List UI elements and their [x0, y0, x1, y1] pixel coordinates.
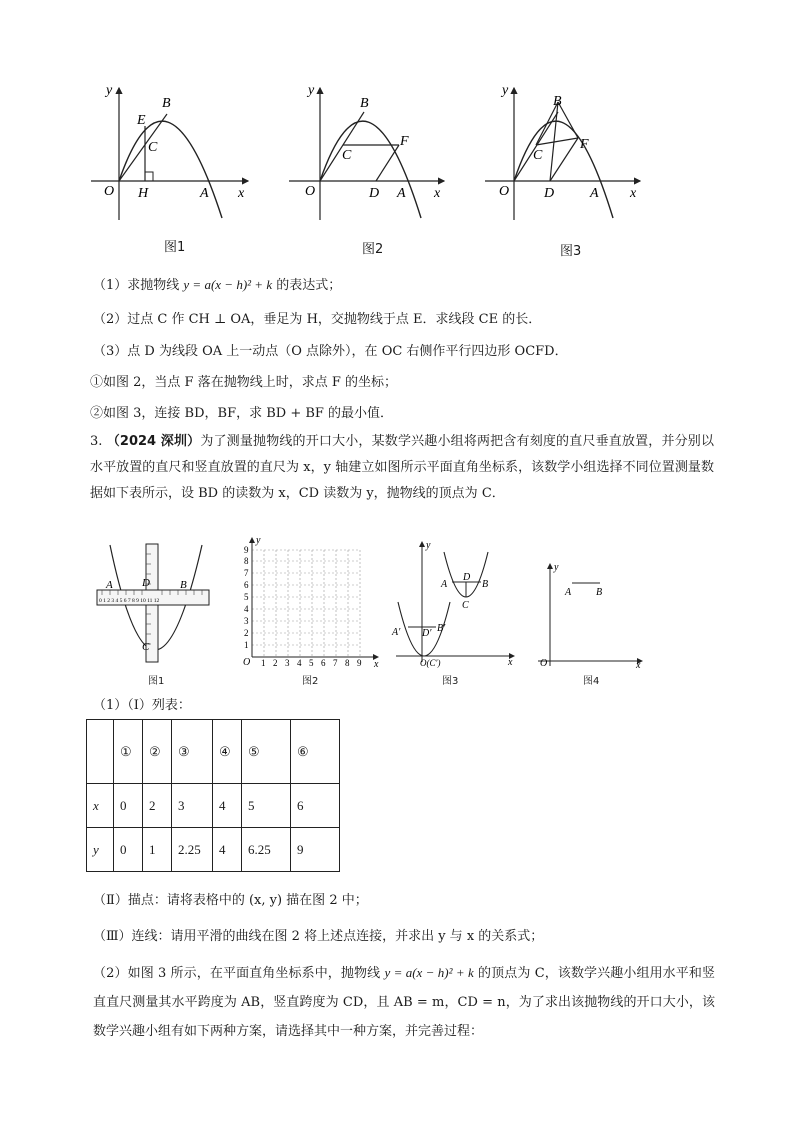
q2-part3-2: ②如图 3，连接 BD，BF，求 BD + BF 的最小值． — [90, 406, 394, 421]
table-cell: 4 — [213, 828, 242, 872]
fig3-label-D: D — [544, 186, 555, 201]
table-cell: ② — [143, 720, 172, 784]
table-row — [87, 784, 340, 828]
fig1-label-y: y — [106, 83, 113, 98]
fig2-label-y: y — [308, 83, 315, 98]
table-cell: ① — [114, 720, 143, 784]
q2-part1: （1）求抛物线 y = a(x − h)² + k 的表达式； — [93, 277, 342, 293]
table-cell: y — [87, 828, 114, 872]
q3-fig2-caption: 图2 — [302, 676, 319, 687]
q3-fig2-xtick: 4 — [297, 658, 302, 668]
table-cell: 4 — [213, 784, 242, 828]
q3-figure-2-grid — [236, 534, 384, 670]
q3-fig3-label-B1: B′ — [437, 623, 446, 634]
q3-fig1-scale: 0 1 2 3 4 5 6 7 8 9 10 11 12 — [99, 598, 160, 604]
q3-fig2-ytick: 4 — [244, 604, 249, 614]
table-cell: x — [87, 784, 114, 828]
q3-part1-III: （Ⅲ）连线：请用平滑的曲线在图 2 将上述点连接，并求出 y 与 x 的关系式； — [93, 929, 544, 944]
q3-fig2-label-x: x — [374, 659, 379, 670]
q2-part3-1: ①如图 2，当点 F 落在抛物线上时，求点 F 的坐标； — [90, 375, 397, 390]
q2-part2: （2）过点 C 作 CH ⊥ OA，垂足为 H，交抛物线于点 E．求线段 CE 的长． — [93, 312, 542, 327]
q3-fig3-label-O: O(C′) — [420, 658, 441, 668]
q3-fig2-ytick: 6 — [244, 580, 249, 590]
table-cell: 0 — [114, 784, 143, 828]
fig1-label-B: B — [162, 96, 171, 111]
table-cell: ④ — [213, 720, 242, 784]
q3-fig4-label-O: O — [540, 658, 548, 668]
fig2-label-C: C — [342, 148, 352, 163]
fig3-label-F: F — [580, 137, 589, 152]
q3-fig3-label-A1: A′ — [392, 627, 401, 638]
q3-data-table — [86, 719, 340, 872]
q3-fig2-ytick: 8 — [244, 556, 249, 566]
table-row — [87, 720, 340, 784]
fig1-label-H: H — [138, 186, 149, 201]
fig3-label-y: y — [502, 83, 509, 98]
fig1-label-C: C — [148, 140, 158, 155]
q3-fig2-xtick: 3 — [285, 658, 290, 668]
fig3-label-C: C — [533, 148, 543, 163]
fig3-label-B: B — [553, 94, 562, 109]
q3-figure-3-parabolas — [386, 538, 520, 668]
fig1-caption: 图1 — [164, 240, 186, 255]
table-row — [87, 828, 340, 872]
q3-fig4-label-B: B — [596, 587, 603, 598]
fig2-label-B: B — [360, 96, 369, 111]
fig2-label-D: D — [369, 186, 380, 201]
table-cell: 0 — [114, 828, 143, 872]
q3-fig2-label-O: O — [243, 657, 251, 668]
fig2-caption: 图2 — [362, 242, 384, 257]
q3-fig3-label-C: C — [462, 600, 469, 611]
q3-fig2-xtick: 6 — [321, 658, 326, 668]
fig2-label-F: F — [400, 134, 409, 149]
q3-fig2-ytick: 3 — [244, 616, 249, 626]
table-cell: 3 — [172, 784, 213, 828]
table-cell — [87, 720, 114, 784]
q3-part1-II: （Ⅱ）描点：请将表格中的 (x, y) 描在图 2 中； — [93, 893, 368, 908]
q3-fig2-xtick: 5 — [309, 658, 314, 668]
fig2-label-O: O — [305, 184, 316, 199]
fig3-caption: 图3 — [560, 244, 582, 259]
q3-fig1-label-D: D — [142, 577, 150, 589]
q3-fig2-xtick: 2 — [273, 658, 278, 668]
q3-fig2-ytick: 9 — [244, 545, 249, 555]
fig1-label-E: E — [137, 113, 146, 128]
fig1-label-A: A — [200, 186, 209, 201]
q3-fig3-label-B: B — [482, 579, 489, 590]
q3-intro: 3. （2024 深圳）为了测量抛物线的开口大小，某数学兴趣小组将两把含有刻度的直尺垂直放置，并分别以水平放置的直尺和竖直放置的直尺为 x，y 轴建立如图所示平面直角坐标系，该数学小组选择不同位置测量数据如下表所示，设 BD 的读数为 x，CD 读数为 y，抛物线的顶点为 C． — [90, 434, 714, 501]
q3-figure-1-rulers — [92, 540, 222, 665]
table-cell: 2.25 — [172, 828, 213, 872]
q3-fig1-label-B: B — [180, 579, 187, 591]
fig3-label-O: O — [499, 184, 510, 199]
figure-1-parabola — [86, 80, 256, 230]
fig2-label-x: x — [434, 186, 441, 201]
q3-fig2-ytick: 5 — [244, 592, 249, 602]
q3-fig1-label-A: A — [106, 579, 113, 591]
q3-fig1-caption: 图1 — [148, 676, 165, 687]
table-cell: 6.25 — [242, 828, 291, 872]
table-cell: 9 — [291, 828, 340, 872]
fig1-label-x: x — [238, 186, 245, 201]
table-cell: ⑥ — [291, 720, 340, 784]
q3-fig4-label-x: x — [636, 660, 641, 668]
table-cell: ③ — [172, 720, 213, 784]
q3-fig4-caption: 图4 — [583, 676, 600, 687]
table-cell: 2 — [143, 784, 172, 828]
q3-fig3-label-D1: D′ — [422, 628, 432, 639]
fig3-label-x: x — [630, 186, 637, 201]
q3-fig3-label-D: D — [463, 572, 471, 583]
table-cell: ⑤ — [242, 720, 291, 784]
q3-fig2-xtick: 1 — [261, 658, 266, 668]
q3-fig2-xtick: 7 — [333, 658, 338, 668]
q3-fig2-ytick: 7 — [244, 568, 249, 578]
q3-part1-title: （1）（Ⅰ）列表： — [93, 698, 191, 713]
figure-3-parabola — [480, 80, 650, 230]
q3-part2: （2）如图 3 所示，在平面直角坐标系中，抛物线 y = a(x − h)² + k 的顶点为 C，该数学兴趣小组用水平和竖直直尺测量其水平跨度为 AB，竖直跨度为 CD，且 AB = m，CD = n，为了求出该抛物线的开口大小，该数学兴趣小组有如下两种方案，请选择其中一种方案，并完善过程： — [93, 965, 716, 1039]
q3-fig2-xtick: 8 — [345, 658, 350, 668]
q3-fig2-label-y: y — [256, 535, 261, 546]
q3-fig4-label-y: y — [554, 562, 559, 573]
q3-fig3-label-y: y — [426, 540, 431, 551]
q3-fig3-label-x: x — [508, 657, 513, 668]
q3-fig2-ytick: 2 — [244, 628, 249, 638]
table-cell: 6 — [291, 784, 340, 828]
figure-2-parabola — [284, 80, 454, 230]
q3-fig2-ytick: 1 — [244, 640, 249, 650]
q2-part3: （3）点 D 为线段 OA 上一动点（O 点除外），在 OC 右侧作平行四边形 OCFD． — [93, 344, 568, 359]
q3-fig1-label-C: C — [142, 641, 150, 653]
fig3-label-A: A — [590, 186, 599, 201]
q3-fig3-caption: 图3 — [442, 676, 459, 687]
table-cell: 1 — [143, 828, 172, 872]
q3-figure-4-axes — [530, 558, 648, 668]
q3-fig3-label-A: A — [441, 579, 448, 590]
table-cell: 5 — [242, 784, 291, 828]
q3-fig4-label-A: A — [565, 587, 572, 598]
q3-fig2-xtick: 9 — [357, 658, 362, 668]
fig2-label-A: A — [397, 186, 406, 201]
fig1-label-O: O — [104, 184, 115, 199]
